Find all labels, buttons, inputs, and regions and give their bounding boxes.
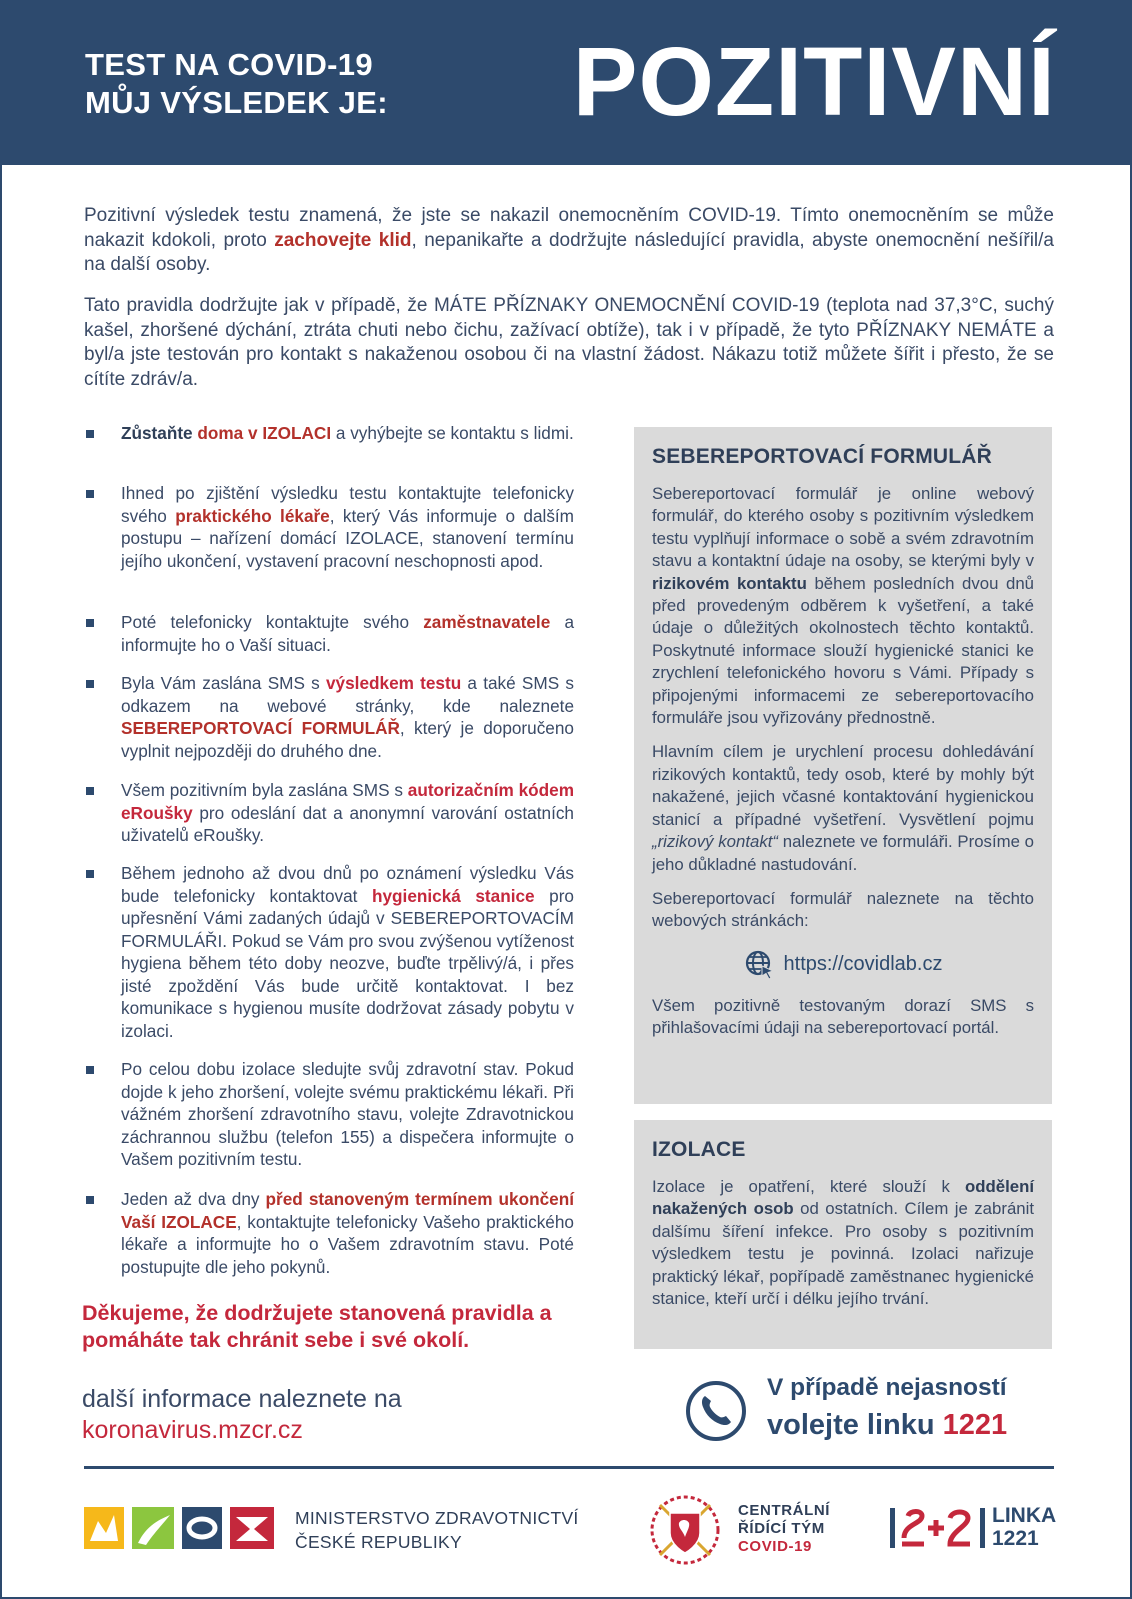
covidlab-url-link[interactable]: https://covidlab.cz [783, 953, 943, 976]
crt-line-2: ŘÍDÍCÍ TÝM [738, 1520, 825, 1537]
intro-text: , nepanikařte a dodržujte následující pravidla, abyste onemocnění nešířil/a na další osoby. [84, 229, 1054, 275]
box-text: Izolace je opatření, které slouží k [652, 1177, 965, 1196]
bullet-bold: Zůstaňte [121, 423, 193, 443]
hotline-line-2 [767, 1409, 1007, 1442]
intro-text: Pozitivní výsledek testu znamená, že jste se nakazil onemocněním COVID-19. Tímto onemocněním se může nakazit kdokoli, proto [84, 205, 1054, 251]
bullet-text: , kontaktujte telefonicky Vašeho praktického lékaře a informujte ho o Vašem zdravotním stavu. Poté postupujte dle jeho pokynů. [121, 1211, 574, 1277]
crt-name [738, 1502, 830, 1556]
list-item [84, 672, 574, 762]
box-emphasis: „rizikový kontakt“ [652, 832, 778, 852]
hotline-text: volejte linku [767, 1409, 943, 1441]
ministry-logo-icon [84, 1507, 274, 1549]
bullet-square-icon [86, 430, 94, 438]
bullet-square-icon [86, 1196, 94, 1204]
bullet-text: pro upřesnění Vámi zadaných údajů v SEBEREPORTOVACÍM FORMULÁŘI. Pokud se Vám pro svou zvýšenou vytíženost hygiena během této doby neozve, buďte trpělivý/á, i přes jisté zpoždění Vás bude určitě kontaktovat. I bez komunikace s hygienou musíte dodržovat zásady pobytu v izolaci. [121, 885, 574, 1041]
bullet-text: pro odeslání dat a anonymní varování ostatních uživatelů eRoušky. [121, 802, 574, 845]
header-title [85, 46, 388, 122]
bullet-square-icon [86, 680, 94, 688]
box-text: naleznete ve formuláři. Prosíme o jeho důkladné nastudování. [652, 832, 1035, 874]
bullet-text: a informujte ho o Vaší situaci. [121, 612, 574, 655]
ministry-name-line-2: ČESKÉ REPUBLIKY [295, 1532, 462, 1552]
box-paragraph: Sebereportovací formulář naleznete na těchto webových stránkách: [652, 888, 1034, 931]
bullet-highlight: autorizačním kódem eRoušky [121, 780, 574, 823]
header-line-1: TEST NA COVID-19 [85, 47, 373, 82]
bullet-square-icon [86, 1066, 94, 1074]
list-item [84, 779, 574, 847]
header-band [2, 2, 1132, 165]
bullet-text: Byla Vám zaslána SMS s [121, 673, 326, 693]
header-line-2: MŮJ VÝSLEDEK JE: [85, 85, 388, 120]
box-paragraph: Všem pozitivně testovaným dorazí SMS s přihlašovacími údaji na sebereportovací portál. [652, 995, 1034, 1038]
list-item [84, 482, 574, 572]
linka-line-1: LINKA [992, 1504, 1057, 1527]
bullet-square-icon [86, 787, 94, 795]
crt-line-1: CENTRÁLNÍ [738, 1502, 831, 1519]
list-item [84, 1188, 574, 1278]
box-title: IZOLACE [652, 1138, 746, 1161]
crt-line-3: COVID-19 [738, 1538, 812, 1555]
bullet-text: Po celou dobu izolace sledujte svůj zdravotní stav. Pokud dojde k jeho zhoršení, volejte svému praktickému lékaři. Při vážném zhoršení zdravotního stavu, volejte Zdravotnickou záchrannou službu (telefon 155) a dispečera informujte o Vašem pozitivním testu. [121, 1059, 574, 1169]
bullet-square-icon [86, 619, 94, 627]
bullet-highlight: hygienická stanice [371, 885, 535, 906]
more-info-link[interactable]: koronavirus.mzcr.cz [82, 1416, 303, 1444]
bullet-highlight: před stanoveným termínem ukončení Vaší IZOLACE [121, 1189, 575, 1232]
box-paragraph [652, 1176, 1034, 1310]
box-text: Sebereportovací formulář je online webový formulář, do kterého osoby s pozitivním výsledkem testu vyplňují informace o sobě a svém zdravotním stavu a kontaktní údaje na osoby, se kterými byly v [652, 484, 1034, 571]
bullet-square-icon [86, 870, 94, 878]
footer-divider [84, 1466, 1054, 1469]
phone-icon [685, 1380, 747, 1442]
linka-line-2: 1221 [992, 1527, 1039, 1550]
box-paragraph [652, 741, 1034, 875]
bullet-highlight: SEBEREPORTOVACÍ FORMULÁŘ [121, 718, 400, 738]
isolation-box [634, 1120, 1052, 1349]
bullet-text: , který Vás informuje o dalším postupu – nařízení domácí IZOLACE, stanovení termínu jejího ukončení, vystavení pracovní neschopnosti apod. [121, 505, 575, 571]
hotline-number[interactable]: 1221 [942, 1409, 1008, 1441]
bullet-highlight: zaměstnavatele [423, 612, 551, 632]
thanks-message: Děkujeme, že dodržujete stanovená pravidla a pomáháte tak chránit sebe i své okolí. [82, 1301, 552, 1352]
intro-paragraph-2: Tato pravidla dodržujte jak v případě, že MÁTE PŘÍZNAKY ONEMOCNĚNÍ COVID-19 (teplota nad 37,3°C, suchý kašel, zhoršené dýchání, ztráta chuti nebo čichu, zažívací obtíže), tak i v případě, že tyto PŘÍZNAKY NEMÁTE a byl/a jste testován pro kontakt s nakaženou osobou či na vlastní žádost. Nákazu totiž můžete šířit i přesto, že se cítíte zdráv/a. [84, 295, 1054, 390]
linka-1221-logo-icon [888, 1504, 988, 1552]
box-text: Hlavním cílem je urychlení procesu dohledávání rizikových kontaktů, tedy osob, které by mohly být nakažené, jejich včasné kontaktování hygienickou stanicí a případné vyšetření. Vysvětlení pojmu [652, 742, 1034, 829]
box-text: během posledních dvou dnů před provedeným odběrem k vyšetření, a také údaje o důležitých okolnostech těchto kontaktů. Poskytnuté informace slouží hygienické stanici ke zrychlení telefonického hovoru s Vámi. Případy s připojenými informacemi ze sebereportovacího formuláře jsou vyřizovány přednostně. [652, 573, 1034, 728]
bullet-text: Jeden až dva dny [121, 1189, 266, 1209]
bullet-highlight: výsledkem testu [326, 673, 462, 693]
ministry-name [295, 1506, 579, 1554]
bullet-highlight: praktického lékaře [175, 505, 330, 526]
bullet-text: , který je doporučeno vyplnit nejpozději do druhého dne. [121, 718, 574, 761]
url-row [652, 949, 1034, 981]
list-item [84, 1058, 574, 1171]
list-item [84, 422, 574, 445]
box-text: od ostatních. Cílem je zabránit dalšímu šíření infekce. Pro osoby s pozitivním výsledkem testu je povinná. Izolaci nařizuje praktický lékař, popřípadě zaměstnanec hygienické stanice, kteří určí i délku jejího trvání. [652, 1199, 1034, 1309]
ministry-name-line-1: MINISTERSTVO ZDRAVOTNICTVÍ [295, 1508, 579, 1528]
linka-text [992, 1504, 1056, 1550]
bullet-text: Všem pozitivním byla zaslána SMS s [121, 780, 408, 800]
bullet-text: Poté telefonicky kontaktujte svého [121, 612, 424, 632]
globe-icon [744, 949, 776, 981]
box-paragraph [652, 483, 1034, 729]
bullet-square-icon [86, 490, 94, 498]
bullet-text: Ihned po zjištění výsledku testu kontaktujte telefonicky svého [121, 483, 574, 526]
hotline-line-1: V případě nejasností [767, 1374, 1007, 1401]
bullet-text: Během jednoho až dvou dnů po oznámení výsledku Vás bude telefonicky kontaktovat [121, 863, 574, 906]
result-heading: POZITIVNÍ [572, 27, 1056, 136]
box-bold: oddělení nakažených osob [652, 1177, 1034, 1219]
crt-crest-icon [648, 1493, 722, 1567]
bullet-highlight: doma v IZOLACI [197, 423, 332, 443]
box-title: SEBEREPORTOVACÍ FORMULÁŘ [652, 445, 993, 468]
list-item [84, 611, 574, 656]
intro-paragraph-1 [84, 204, 1054, 278]
intro-highlight: zachovejte klid [274, 229, 412, 251]
self-report-form-box [634, 427, 1052, 1104]
list-item [84, 862, 574, 1042]
bullet-text: a vyhýbejte se kontaktu s lidmi. [331, 423, 574, 443]
box-bold: rizikovém kontaktu [652, 573, 807, 593]
bullet-text: a také SMS s odkazem na webové stránky, kde naleznete [121, 673, 574, 716]
more-info-label: další informace naleznete na [82, 1385, 402, 1413]
